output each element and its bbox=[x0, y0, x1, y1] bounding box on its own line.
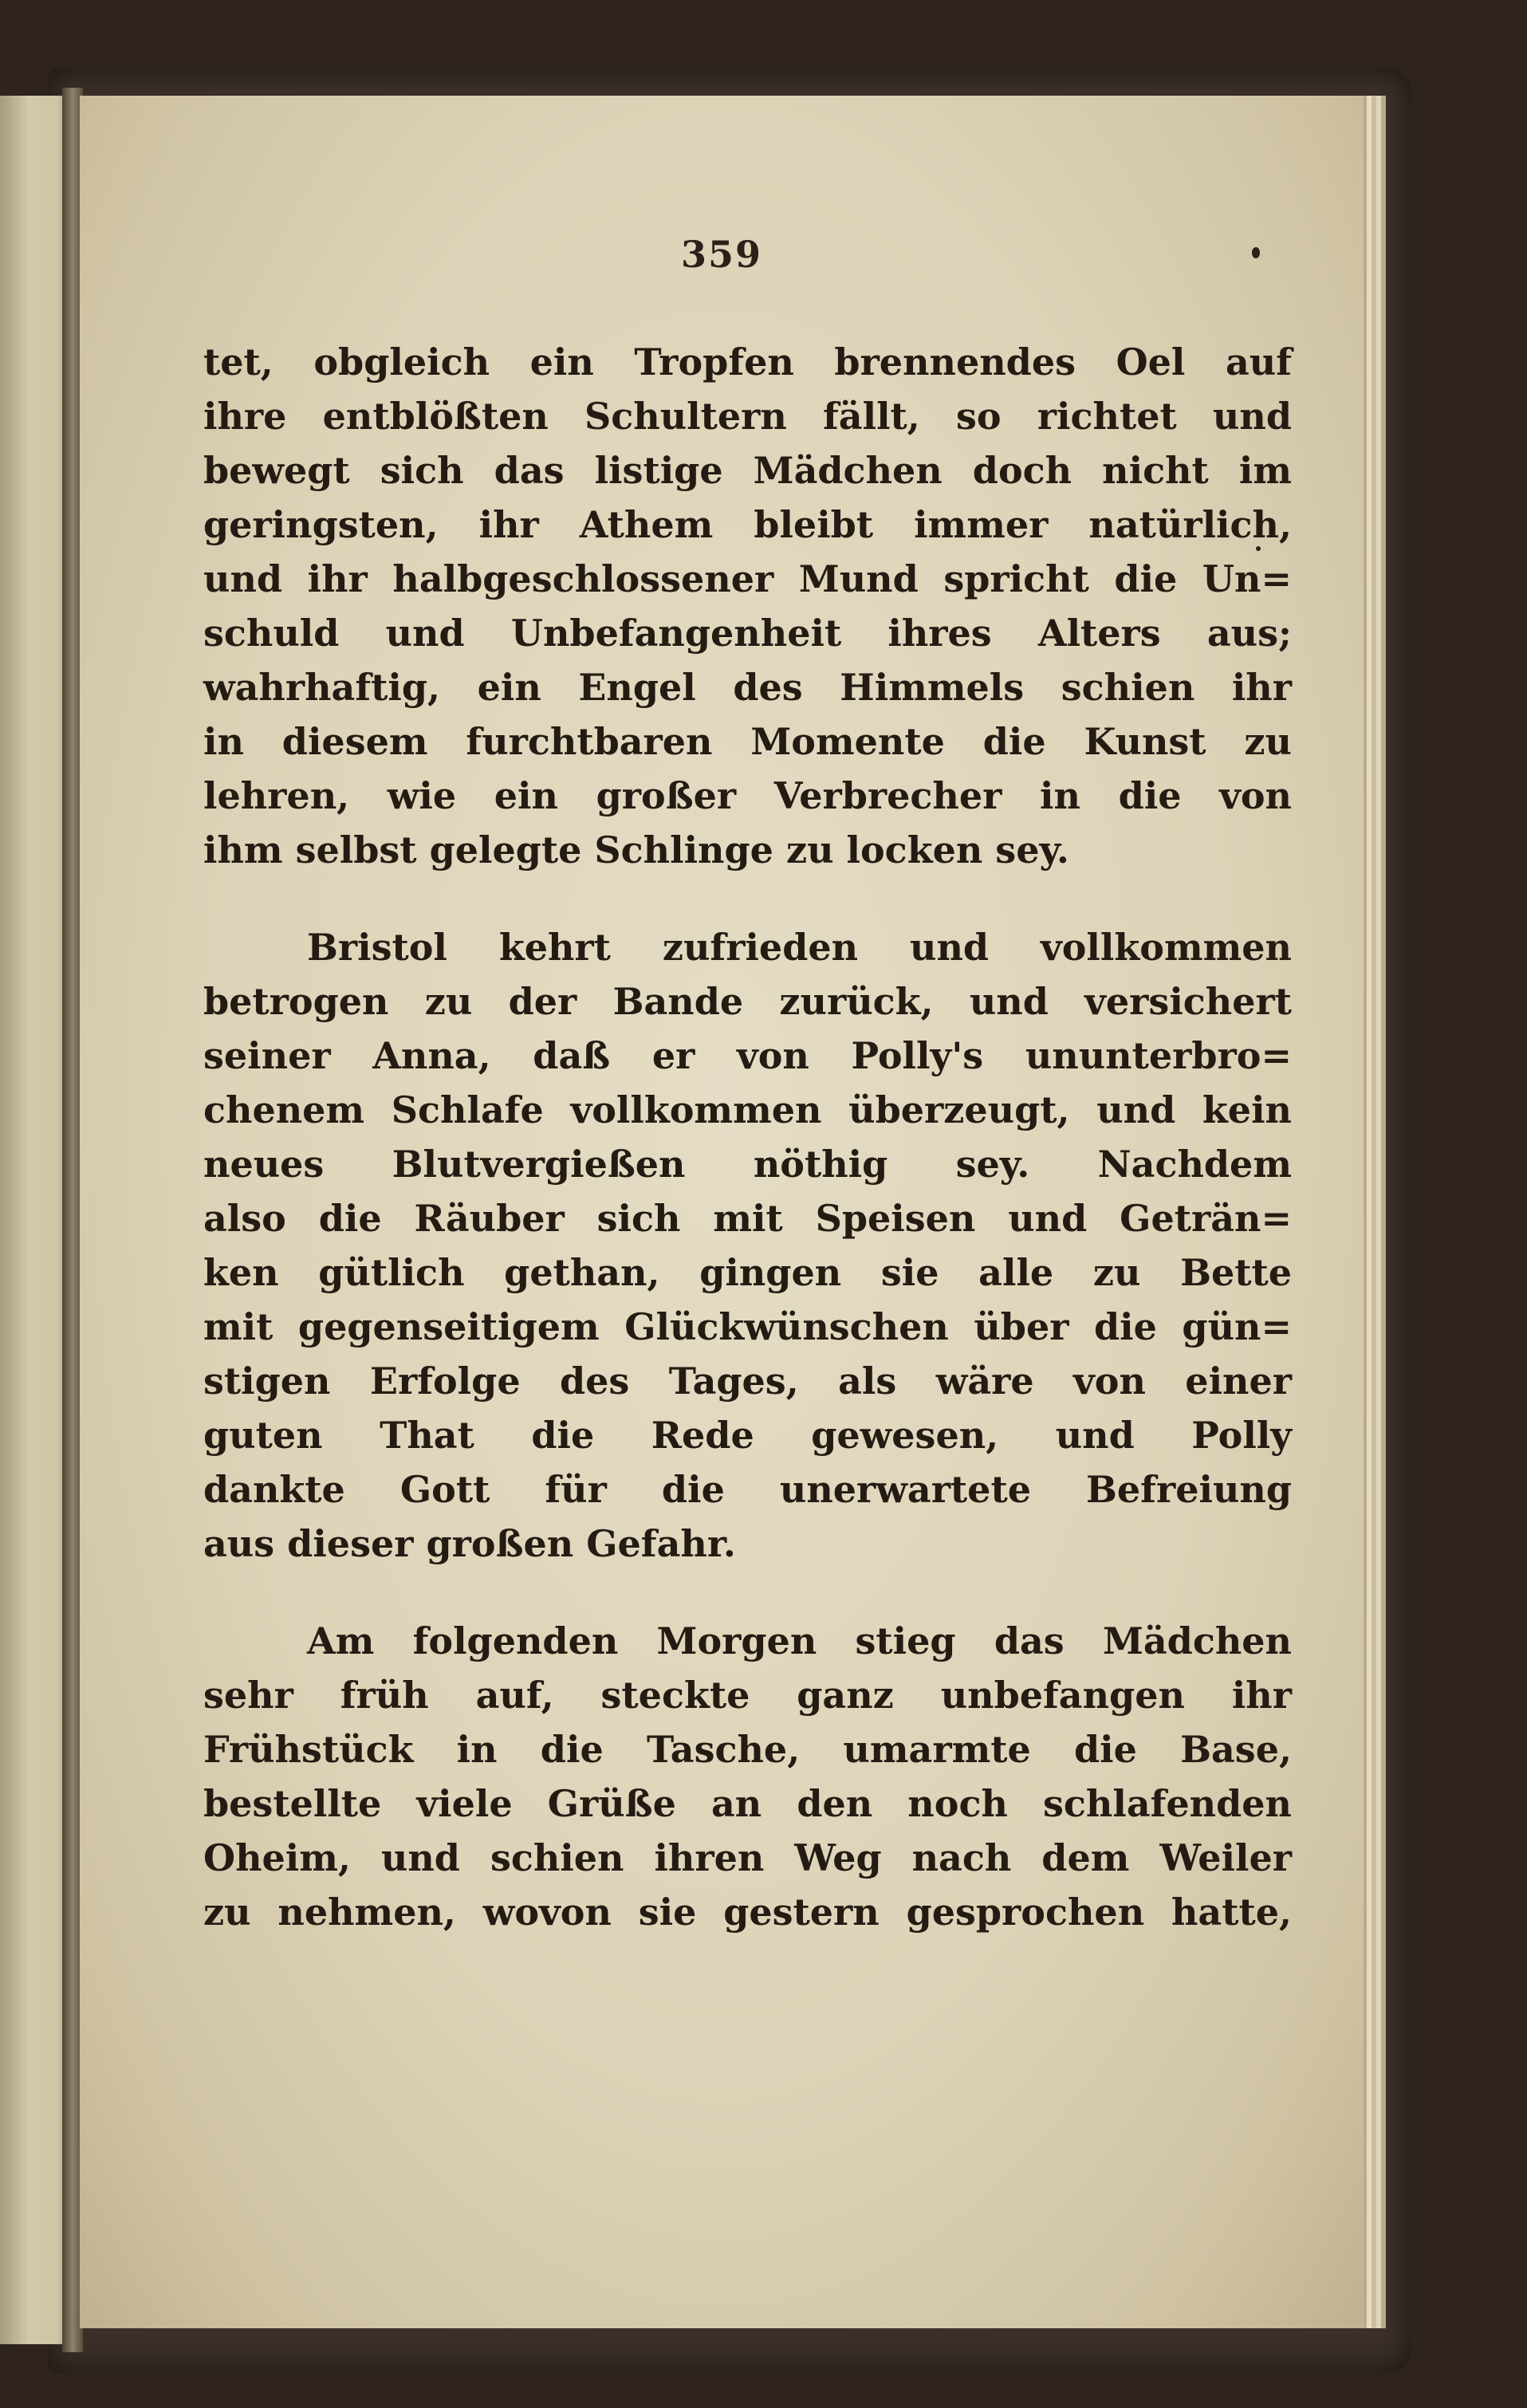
text-line: betrogen zu der Bande zurück, und versichert bbox=[203, 980, 1292, 1023]
text-line: neues Blutvergießen nöthig sey. Nachdem bbox=[203, 1143, 1292, 1186]
book-page bbox=[80, 96, 1367, 2328]
text-line: in diesem furchtbaren Momente die Kunst zu bbox=[203, 720, 1292, 763]
text-line: Bristol kehrt zufrieden und vollkommen bbox=[307, 926, 1292, 969]
body-text bbox=[203, 335, 1292, 1939]
text-line: tet, obgleich ein Tropfen brennendes Oel auf bbox=[203, 340, 1292, 384]
text-line: Oheim, und schien ihren Weg nach dem Weiler bbox=[203, 1836, 1292, 1879]
text-line: dankte Gott für die unerwartete Befreiung bbox=[203, 1468, 1292, 1511]
paragraph bbox=[203, 1614, 1292, 1939]
text-line: stigen Erfolge des Tages, als wäre von einer bbox=[203, 1359, 1292, 1403]
text-line: also die Räuber sich mit Speisen und Geträn= bbox=[203, 1197, 1292, 1240]
text-line: bestellte viele Grüße an den noch schlafenden bbox=[203, 1782, 1292, 1825]
text-line: ihre entblößten Schultern fällt, so richtet und bbox=[203, 395, 1292, 438]
text-line: mit gegenseitigem Glückwünschen über die gün= bbox=[203, 1305, 1292, 1348]
text-line: schuld und Unbefangenheit ihres Alters aus; bbox=[203, 612, 1292, 655]
text-line: sehr früh auf, steckte ganz unbefangen ihr bbox=[203, 1674, 1292, 1717]
facing-page-edge bbox=[0, 96, 72, 2344]
paragraph bbox=[203, 920, 1292, 1571]
text-line: bewegt sich das listige Mädchen doch nicht im bbox=[203, 449, 1292, 492]
page-number: 359 bbox=[680, 233, 763, 276]
text-line: seiner Anna, daß er von Polly's ununterbro= bbox=[203, 1034, 1292, 1077]
text-line: lehren, wie ein großer Verbrecher in die von bbox=[203, 774, 1292, 817]
text-line: zu nehmen, wovon sie gestern gesprochen hatte, bbox=[203, 1891, 1292, 1934]
text-line: Frühstück in die Tasche, umarmte die Base, bbox=[203, 1728, 1292, 1771]
text-line: wahrhaftig, ein Engel des Himmels schien ihr bbox=[203, 666, 1292, 709]
text-line: ken gütlich gethan, gingen sie alle zu Bette bbox=[203, 1251, 1292, 1294]
paragraph bbox=[203, 335, 1292, 877]
text-line: und ihr halbgeschlossener Mund spricht die Un= bbox=[203, 557, 1292, 600]
text-line: guten That die Rede gewesen, und Polly bbox=[203, 1414, 1292, 1457]
text-line: chenem Schlafe vollkommen überzeugt, und kein bbox=[203, 1088, 1292, 1131]
text-line: Am folgenden Morgen stieg das Mädchen bbox=[307, 1619, 1292, 1662]
text-line: geringsten, ihr Athem bleibt immer natürlich, bbox=[203, 503, 1292, 546]
text-line: aus dieser großen Gefahr. bbox=[203, 1522, 736, 1565]
text-line: ihm selbst gelegte Schlinge zu locken sey. bbox=[203, 828, 1069, 872]
ink-speck bbox=[1252, 247, 1260, 258]
